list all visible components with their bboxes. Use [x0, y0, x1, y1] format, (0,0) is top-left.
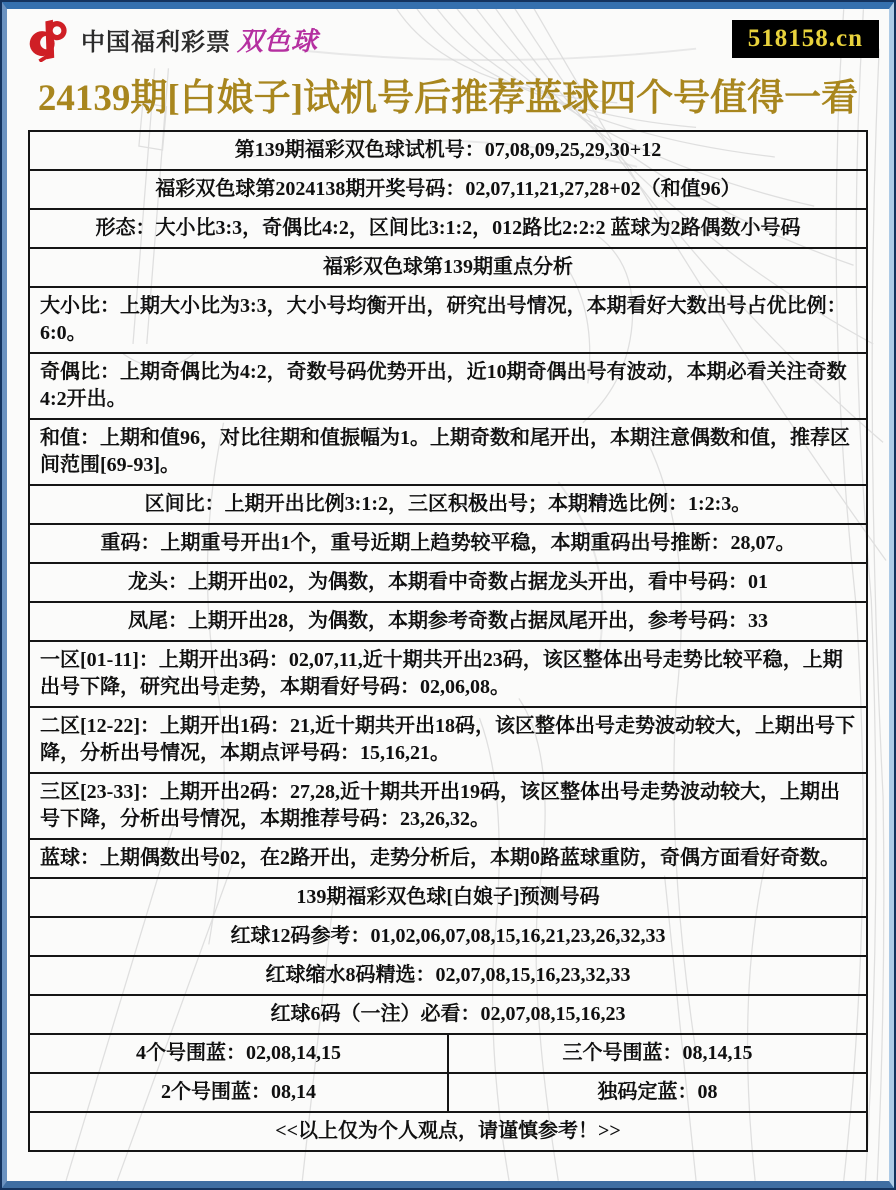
table-row-zone-three: 三区[23-33]：上期开出2码：27,28,近十期共开出19码，该区整体出号走势波动较大，上期出号下降，分析出号情况，本期推荐号码：23,26,32。 [30, 772, 866, 838]
page-title: 24139期[白娘子]试机号后推荐蓝球四个号值得一看 [37, 78, 859, 119]
cell-blue-3: 三个号围蓝：08,14,15 [447, 1035, 866, 1072]
table-row-red-12: 红球12码参考：01,02,06,07,08,15,16,21,23,26,32,33 [30, 916, 866, 955]
cwl-logo-icon [25, 16, 75, 62]
logo-product-text: 双色球 [237, 25, 319, 56]
table-row-zone-ratio: 区间比：上期开出比例3:1:2，三区积极出号；本期精选比例：1:2:3。 [30, 484, 866, 523]
logo-brand-text: 中国福利彩票 [81, 28, 231, 56]
table-row-blue-ball: 蓝球：上期偶数出号02，在2路开出，走势分析后，本期0路蓝球重防，奇偶方面看好奇数。 [30, 838, 866, 877]
page-header [25, 15, 879, 63]
table-row-disclaimer: <<以上仅为个人观点，请谨慎参考！>> [30, 1111, 866, 1150]
cell-blue-single: 独码定蓝：08 [447, 1074, 866, 1111]
table-row-trial-numbers: 第139期福彩双色球试机号：07,08,09,25,29,30+12 [234, 139, 662, 161]
page-content [7, 15, 889, 1152]
table-row-zone-one: 一区[01-11]：上期开出3码：02,07,11,近十期共开出23码，该区整体出号走势比较平稳，上期出号下降，研究出号走势，本期看好号码：02,06,08。 [30, 640, 866, 706]
table-row-prediction-header: 139期福彩双色球[白娘子]预测号码 [30, 877, 866, 916]
table-row-last-draw: 福彩双色球第2024138期开奖号码：02,07,11,21,27,28+02（和值96） [30, 169, 866, 208]
content-frame [2, 2, 894, 1188]
cell-blue-2: 2个号围蓝：08,14 [161, 1081, 316, 1103]
table-row-pattern: 形态：大小比3:3，奇偶比4:2，区间比3:1:2，012路比2:2:2 蓝球为2路偶数小号码 [30, 208, 866, 247]
table-row-red-8: 红球缩水8码精选：02,07,08,15,16,23,32,33 [30, 955, 866, 994]
table-row-blue-2-1 [30, 1072, 866, 1111]
table-row-analysis-header: 福彩双色球第139期重点分析 [30, 247, 866, 286]
table-row-phoenix-tail: 凤尾：上期开出28，为偶数，本期参考奇数占据凤尾开出，参考号码：33 [30, 601, 866, 640]
analysis-table [28, 130, 868, 1152]
table-row-blue-4-3 [30, 1033, 866, 1072]
cell-blue-4: 4个号围蓝：02,08,14,15 [136, 1042, 341, 1064]
table-row-size-ratio: 大小比：上期大小比为3:3，大小号均衡开出，研究出号情况，本期看好大数出号占优比例：6:0。 [30, 286, 866, 352]
site-badge[interactable]: 518158.cn [732, 20, 879, 58]
cwl-logo [25, 16, 318, 62]
table-row-red-6: 红球6码（一注）必看：02,07,08,15,16,23 [30, 994, 866, 1033]
table-row-sum-value: 和值：上期和值96，对比往期和值振幅为1。上期奇数和尾开出，本期注意偶数和值，推荐区间范围[69-93]。 [30, 418, 866, 484]
table-row-dragon-head: 龙头：上期开出02，为偶数，本期看中奇数占据龙头开出，看中号码：01 [30, 562, 866, 601]
table-row-repeat-numbers: 重码：上期重号开出1个，重号近期上趋势较平稳，本期重码出号推断：28,07。 [30, 523, 866, 562]
table-row-zone-two: 二区[12-22]：上期开出1码：21,近十期共开出18码，该区整体出号走势波动较大，上期出号下降，分析出号情况，本期点评号码：15,16,21。 [30, 706, 866, 772]
table-row-odd-even: 奇偶比：上期奇偶比为4:2，奇数号码优势开出，近10期奇偶出号有波动，本期必看关注奇数4:2开出。 [30, 352, 866, 418]
